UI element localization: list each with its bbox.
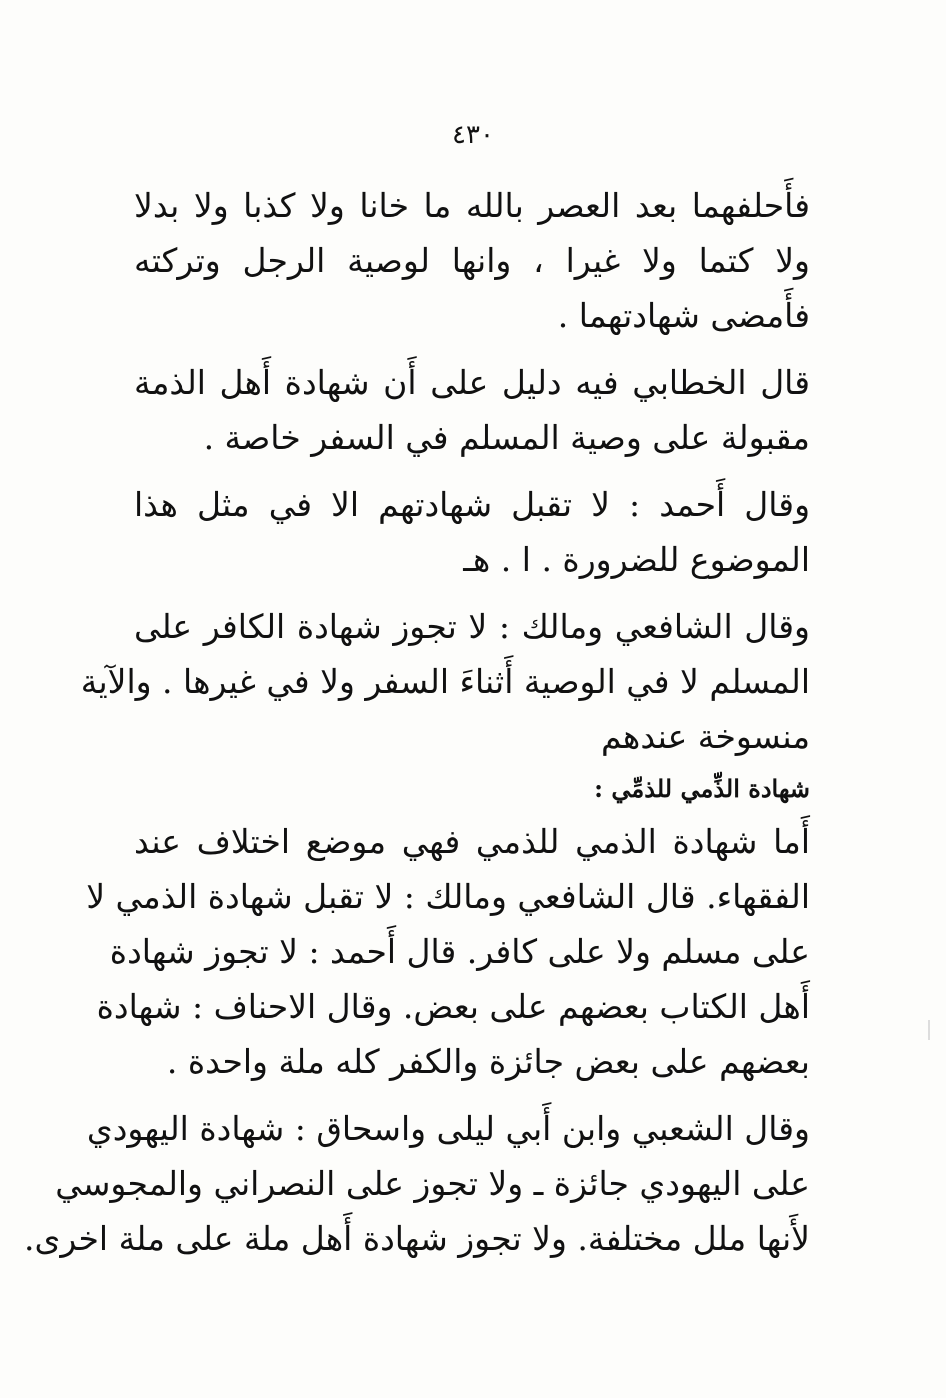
text-line: وقال أَحمد : لا تقبل شهادتهم الا في مثل هذا <box>134 485 810 524</box>
text-line: لأَنها ملل مختلفة. ولا تجوز شهادة أَهل ملة على ملة اخرى. <box>24 1219 810 1258</box>
paragraph-gap <box>134 465 810 477</box>
section-heading: شهادة الذِّمي للذمِّي : <box>594 774 810 803</box>
text-line: على اليهودي جائزة ـ ولا تجوز على النصراني والمجوسي <box>55 1164 810 1203</box>
page-number: ٤٣٠ <box>452 120 494 150</box>
paragraph-2 <box>134 355 810 465</box>
text-line: منسوخة عندهم <box>600 717 810 756</box>
text-line: الفقهاء. قال الشافعي ومالك : لا تقبل شهادة الذمي لا <box>86 877 810 916</box>
text-line: الموضوع للضرورة . ا . هـ <box>463 540 810 579</box>
text-line: بعضهم على بعض جائزة والكفر كله ملة واحدة . <box>166 1042 810 1081</box>
text-line: ولا كتما ولا غيرا ، وانها لوصية الرجل وتركته <box>134 241 810 280</box>
text-line: فأَحلفهما بعد العصر بالله ما خانا ولا كذبا ولا بدلا <box>134 186 810 225</box>
text-line: أَهل الكتاب بعضهم على بعض. وقال الاحناف : شهادة <box>96 987 810 1026</box>
paragraph-5 <box>86 814 810 1089</box>
paragraph-1 <box>134 178 810 343</box>
text-line: على مسلم ولا على كافر. قال أَحمد : لا تجوز شهادة <box>109 932 810 971</box>
scan-margin-mark <box>928 1020 930 1040</box>
paragraph-gap <box>134 1089 810 1101</box>
paragraph-3 <box>134 477 810 587</box>
text-line: المسلم لا في الوصية أَثناءَ السفر ولا في غيرها . والآية <box>80 662 810 701</box>
text-line: قال الخطابي فيه دليل على أَن شهادة أَهل الذمة <box>134 363 810 402</box>
paragraph-gap <box>134 343 810 355</box>
text-line: أَما شهادة الذمي للذمي فهي موضع اختلاف عند <box>134 822 810 861</box>
paragraph-gap <box>134 587 810 599</box>
text-line: وقال الشافعي ومالك : لا تجوز شهادة الكافر على <box>134 607 810 646</box>
text-line: فأَمضى شهادتهما . <box>557 296 810 335</box>
text-line: وقال الشعبي وابن أَبي ليلى واسحاق : شهادة اليهودي <box>86 1109 810 1148</box>
text-line: مقبولة على وصية المسلم في السفر خاصة . <box>203 418 810 457</box>
body-text <box>24 178 810 1266</box>
paragraph-6 <box>24 1101 810 1266</box>
paragraph-4 <box>80 599 810 764</box>
